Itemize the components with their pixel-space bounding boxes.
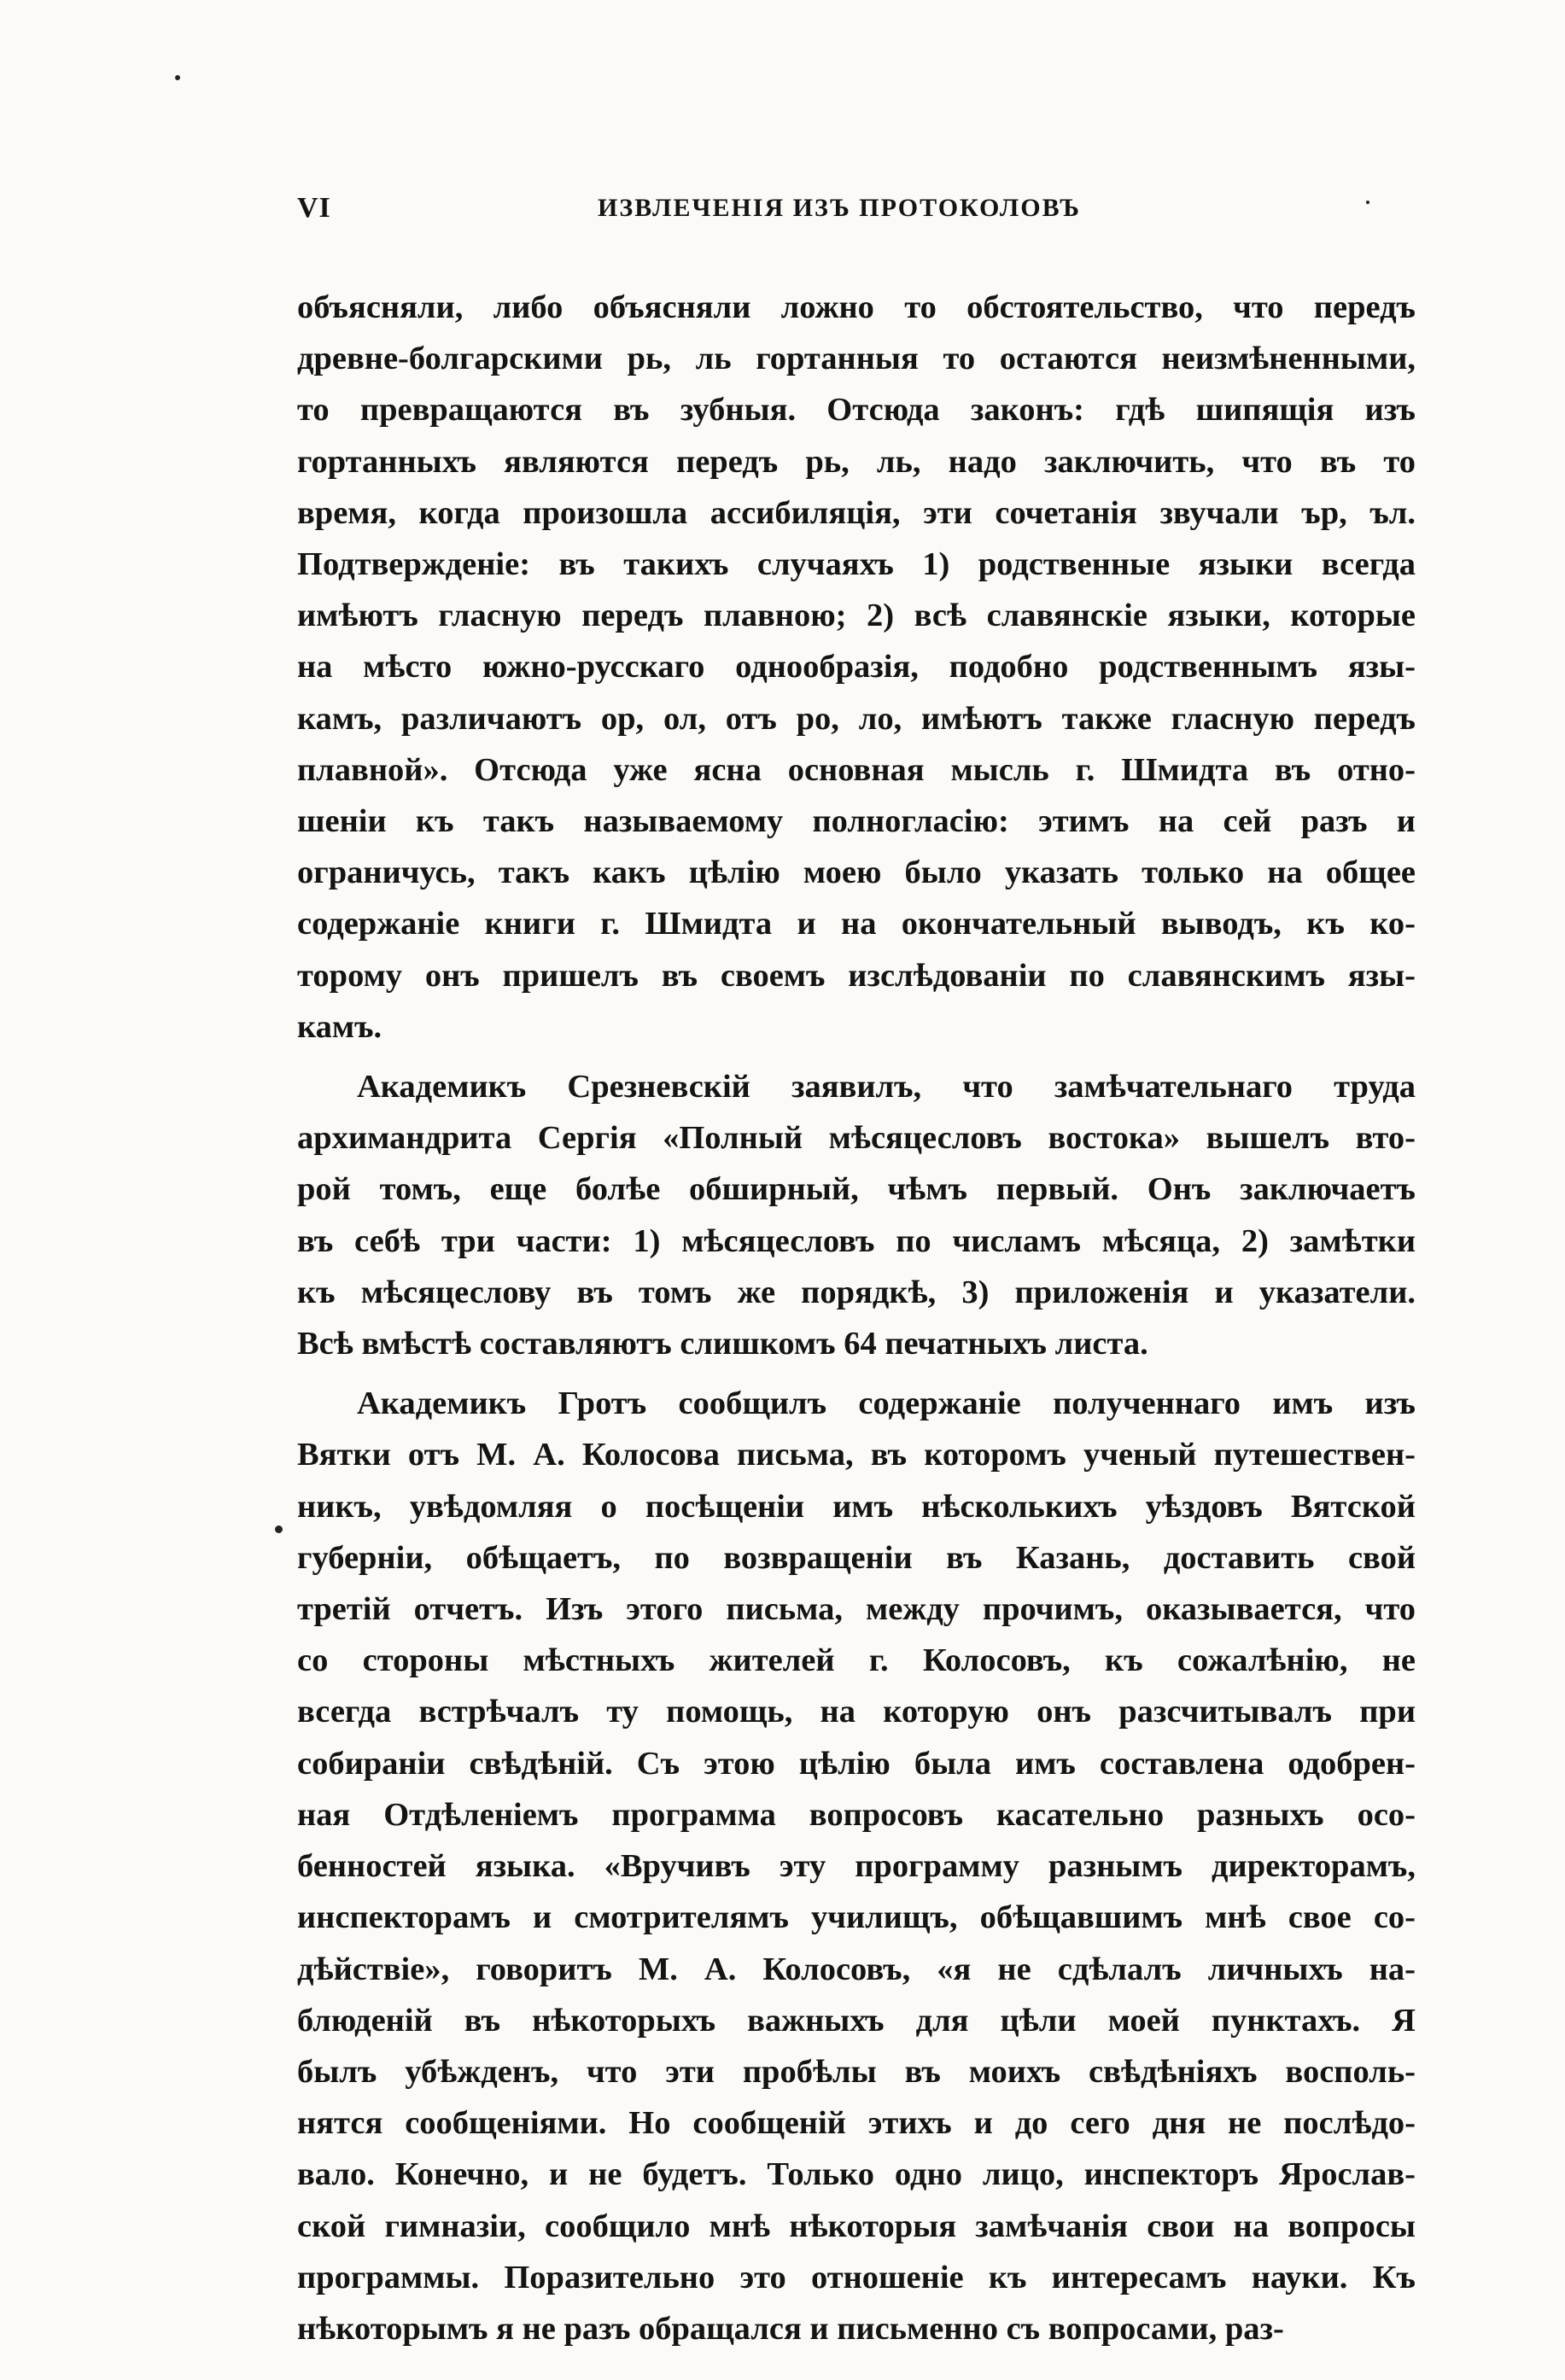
- text-line: гортанныхъ являются передъ рь, ль, надо заключить, что въ то: [297, 443, 1416, 480]
- text-line: къ мѣсяцеслову въ томъ же порядкѣ, 3) приложенія и указатели.: [297, 1274, 1416, 1310]
- paragraph-grot: [297, 1378, 1416, 2354]
- text-line: былъ убѣжденъ, что эти пробѣлы въ моихъ свѣдѣніяхъ восполь-: [297, 2053, 1416, 2090]
- text-line: шеніи къ такъ называемому полногласію: этимъ на сей разъ и: [297, 803, 1416, 840]
- text-line: собираніи свѣдѣній. Съ этою цѣлію была имъ составлена одобрен-: [297, 1745, 1416, 1782]
- text-line: всегда встрѣчалъ ту помощь, на которую онъ разсчитывалъ при: [297, 1694, 1416, 1730]
- body-text: [297, 282, 1416, 2354]
- text-line: ная Отдѣленіемъ программа вопросовъ касательно разныхъ осо-: [297, 1796, 1416, 1833]
- text-line: со стороны мѣстныхъ жителей г. Колосовъ, къ сожалѣнію, не: [297, 1642, 1416, 1679]
- text-line: Вятки отъ М. А. Колосова письма, въ которомъ ученый путешествен-: [297, 1437, 1416, 1473]
- text-line: время, когда произошла ассибиляція, эти сочетанія звучали ър, ъл.: [297, 494, 1416, 531]
- text-line: инспекторамъ и смотрителямъ училищъ, обѣщавшимъ мнѣ свое со-: [297, 1899, 1416, 1936]
- text-line: рой томъ, еще болѣе обширный, чѣмъ первый. Онъ заключаетъ: [297, 1171, 1416, 1208]
- text-line: объясняли, либо объясняли ложно то обстоятельство, что передъ: [297, 289, 1416, 325]
- text-line: Всѣ вмѣстѣ составляютъ слишкомъ 64 печатныхъ листа.: [297, 1326, 1148, 1362]
- text-line: торому онъ пришелъ въ своемъ изслѣдованіи по славянскимъ язы-: [297, 957, 1416, 994]
- text-line: ограничусь, такъ какъ цѣлію моею было указать только на общее: [297, 855, 1416, 891]
- speck-mark: [175, 75, 180, 80]
- text-line: третій отчетъ. Изъ этого письма, между прочимъ, оказывается, что: [297, 1591, 1416, 1628]
- text-line: Подтвержденіе: въ такихъ случаяхъ 1) родственные языки всегда: [297, 546, 1416, 583]
- text-line: въ себѣ три части: 1) мѣсяцесловъ по числамъ мѣсяца, 2) замѣтки: [297, 1222, 1416, 1259]
- text-line: имѣютъ гласную передъ плавною; 2) всѣ славянскіе языки, которые: [297, 598, 1416, 634]
- text-line: Академикъ Гротъ сообщилъ содержаніе полученнаго имъ изъ: [357, 1385, 1416, 1422]
- text-line: бенностей языка. «Вручивъ эту программу разнымъ директорамъ,: [297, 1848, 1416, 1885]
- text-line: содержаніе книги г. Шмидта и на окончательный выводъ, къ ко-: [297, 906, 1416, 942]
- text-line: на мѣсто южно-русскаго однообразія, подобно родственнымъ язы-: [297, 649, 1416, 685]
- text-line: программы. Поразительно это отношеніе къ интересамъ науки. Къ: [297, 2259, 1416, 2295]
- text-line: архимандрита Сергія «Полный мѣсяцесловъ востока» вышелъ вто-: [297, 1120, 1416, 1157]
- page-number: VI: [297, 192, 331, 224]
- text-line: то превращаются въ зубныя. Отсюда законъ: гдѣ шипящія изъ: [297, 392, 1416, 429]
- page-header: [297, 192, 1381, 240]
- paragraph-sreznevsky: [297, 1061, 1416, 1369]
- text-line: нѣкоторымъ я не разъ обращался и письменно съ вопросами, раз-: [297, 2310, 1284, 2347]
- text-line: ской гимназіи, сообщило мнѣ нѣкоторыя замѣчанія свои на вопросы: [297, 2208, 1416, 2244]
- text-line: блюденій въ нѣкоторыхъ важныхъ для цѣли моей пунктахъ. Я: [297, 2002, 1416, 2039]
- text-line: вало. Конечно, и не будетъ. Только одно лицо, инспекторъ Ярослав-: [297, 2156, 1416, 2193]
- paragraph-continuation: [297, 282, 1416, 1053]
- text-line: древне-болгарскими рь, ль гортанныя то остаются неизмѣненными,: [297, 341, 1416, 377]
- text-line: Академикъ Срезневскій заявилъ, что замѣчательнаго труда: [357, 1069, 1416, 1105]
- text-line: никъ, увѣдомляя о посѣщеніи имъ нѣсколькихъ уѣздовъ Вятской: [297, 1488, 1416, 1525]
- text-line: дѣйствіе», говоритъ М. А. Колосовъ, «я не сдѣлалъ личныхъ на-: [297, 1951, 1416, 1987]
- running-title: ИЗВЛЕЧЕНІЯ ИЗЪ ПРОТОКОЛОВЪ: [598, 194, 1081, 222]
- text-line: нятся сообщеніями. Но сообщеній этихъ и до сего дня не послѣдо-: [297, 2105, 1416, 2142]
- bullet-mark: [275, 1525, 283, 1533]
- text-line: камъ, различаютъ ор, ол, отъ ро, ло, имѣютъ также гласную передъ: [297, 700, 1416, 737]
- text-line: камъ.: [297, 1008, 382, 1045]
- text-line: плавной». Отсюда уже ясна основная мысль г. Шмидта въ отно-: [297, 751, 1416, 788]
- text-line: губерніи, обѣщаетъ, по возвращеніи въ Казань, доставить свой: [297, 1539, 1416, 1576]
